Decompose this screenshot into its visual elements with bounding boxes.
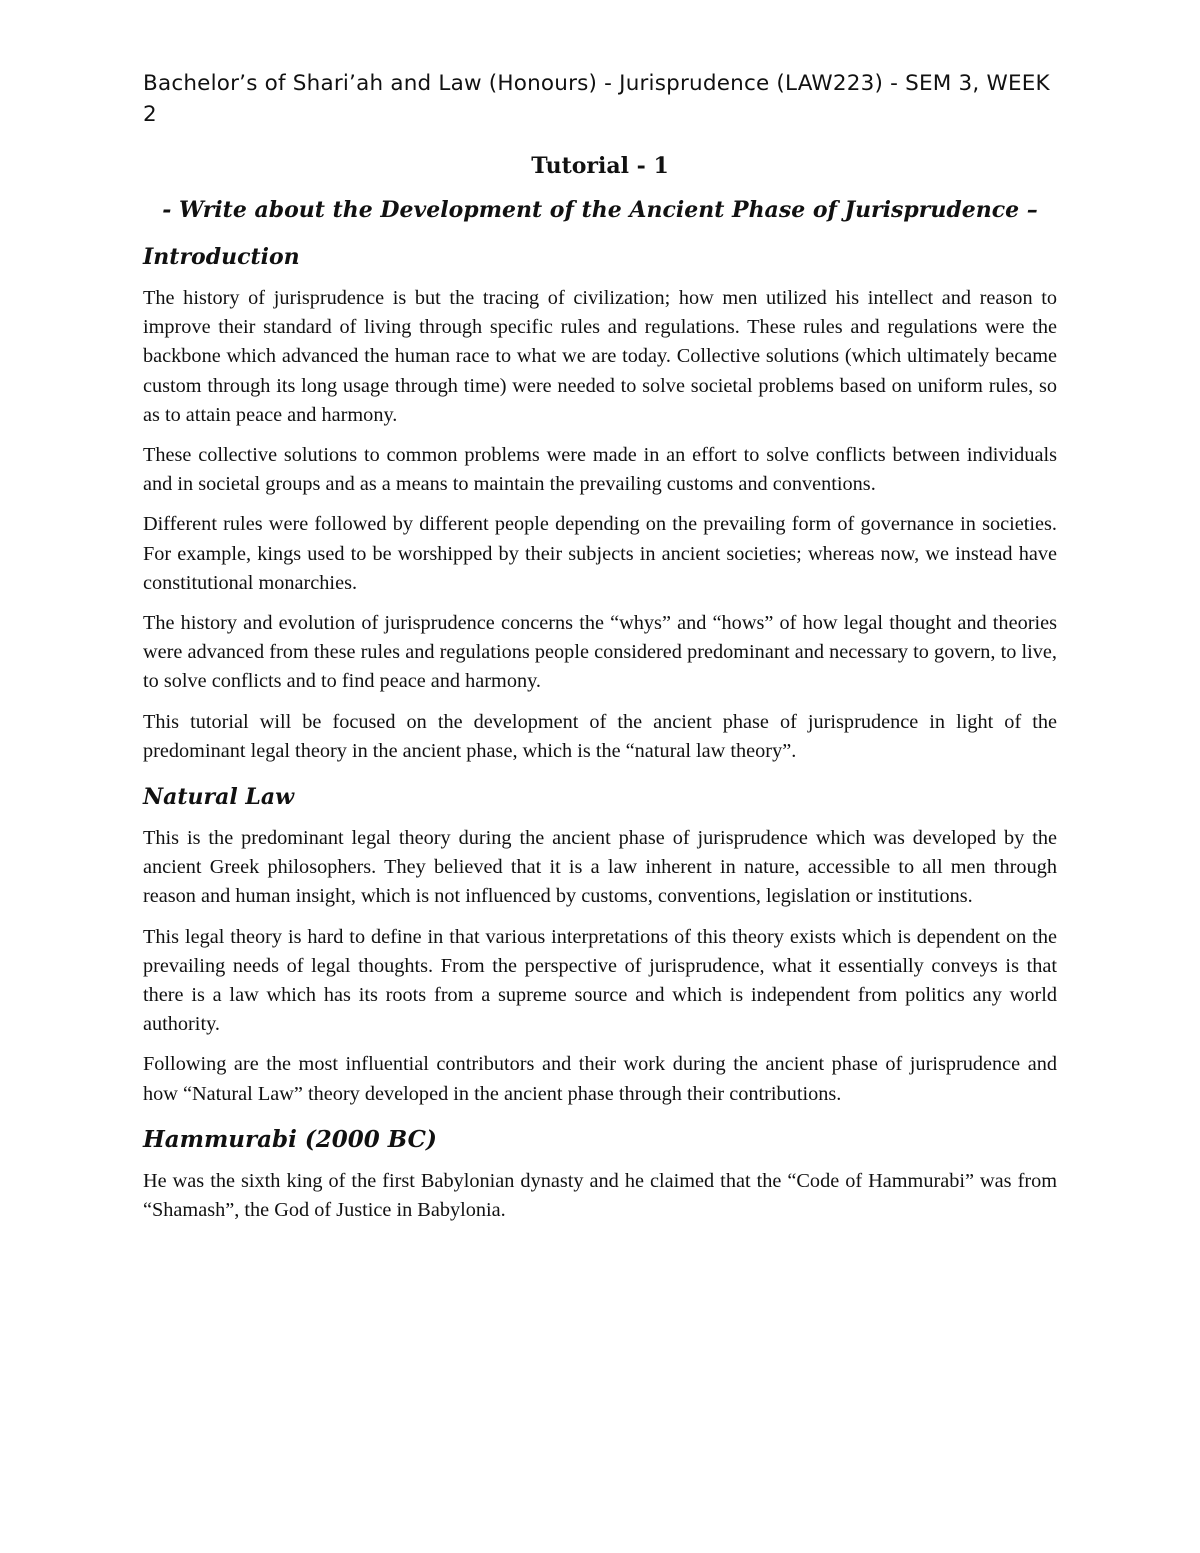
section-heading-natural-law: Natural Law [143, 784, 295, 811]
paragraph: These collective solutions to common problems were made in an effort to solve conflicts between individuals and in societal groups and as a means to maintain the prevailing customs and conventions. [143, 444, 1057, 496]
section-heading-introduction: Introduction [143, 244, 300, 270]
section-heading-hammurabi: Hammurabi (2000 BC) [143, 1125, 437, 1153]
section-hammurabi [143, 1125, 1057, 1225]
paragraph: He was the sixth king of the first Babylonian dynasty and he claimed that the “Code of Hammurabi” was from “Shamash”, the God of Justice in Babylonia. [143, 1169, 1057, 1222]
section-introduction [143, 242, 1057, 766]
section-natural-law [143, 782, 1057, 1109]
paragraph: This is the predominant legal theory during the ancient phase of jurisprudence which was developed by the ancient Greek philosophers. They believed that it is a law inherent in nature, accessible to all men through reason and human insight, which is not influenced by customs, conventions, legislation or institutions. [143, 827, 1057, 908]
page-subtitle: - Write about the Development of the Ancient Phase of Jurisprudence – [162, 197, 1038, 223]
paragraph: The history of jurisprudence is but the tracing of civilization; how men utilized his intellect and reason to improve their standard of living through specific rules and regulations. These rules and regulations were the backbone which advanced the human race to what we are today. Collective solutions (which ultimately became custom through its long usage through time) were needed to solve societal problems based on uniform rules, so as to attain peace and harmony. [143, 287, 1057, 426]
paragraph: This tutorial will be focused on the development of the ancient phase of jurisprudence in light of the predominant legal theory in the ancient phase, which is the “natural law theory”. [143, 710, 1057, 762]
paragraph: Different rules were followed by different people depending on the prevailing form of governance in societies. For example, kings used to be worshipped by their subjects in ancient societies; whereas now, we instead have constitutional monarchies. [143, 513, 1057, 594]
document-page [143, 68, 1057, 1225]
paragraph: The history and evolution of jurisprudence concerns the “whys” and “hows” of how legal thought and theories were advanced from these rules and regulations people considered predominant and necessary to govern, to live, to solve conflicts and to find peace and harmony. [143, 612, 1057, 693]
document-header: Bachelor’s of Shari’ah and Law (Honours) - Jurisprudence (LAW223) - SEM 3, WEEK 2 [143, 71, 1050, 127]
page-title: Tutorial - 1 [531, 153, 669, 179]
paragraph: This legal theory is hard to define in that various interpretations of this theory exists which is dependent on the prevailing needs of legal thoughts. From the perspective of jurisprudence, what it essentially conveys is that there is a law which has its roots from a supreme source and which is independent from politics any world authority. [143, 925, 1057, 1036]
paragraph: Following are the most influential contributors and their work during the ancient phase of jurisprudence and how “Natural Law” theory developed in the ancient phase through their contributions. [143, 1053, 1057, 1105]
